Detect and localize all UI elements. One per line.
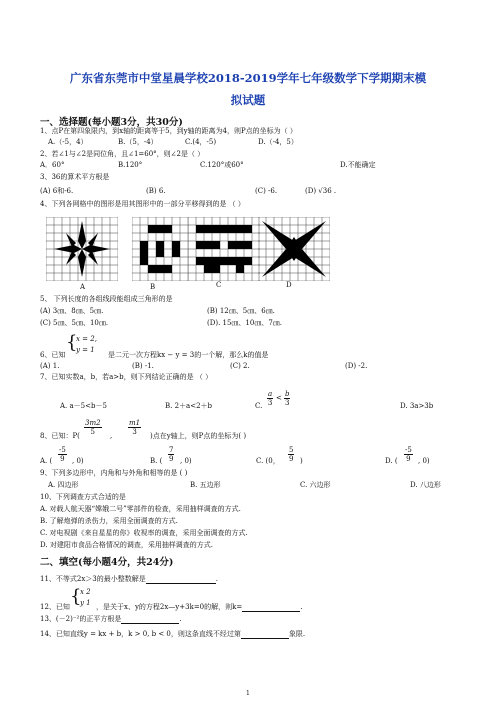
filled-cell: [228, 225, 236, 233]
q6-system-eq1: x = 2,: [76, 335, 97, 343]
q1-option-b: B.（5，-4）: [118, 138, 158, 146]
q2-option-d: D.不能确定: [340, 161, 376, 169]
q8-option-a-tail: , 0): [72, 457, 84, 465]
q8-option-a-frac: [58, 446, 67, 463]
filled-cell: [156, 249, 164, 257]
question-13: 13、(－2)⁻²的正平方根是 .: [40, 615, 182, 623]
filled-cell: [212, 241, 220, 249]
filled-cell: [156, 241, 164, 249]
q8-option-d: D. (: [385, 457, 398, 465]
q7-option-c: C.: [255, 402, 263, 410]
q6-system-brace: {: [66, 332, 78, 353]
q6-option-b: (B) -1.: [132, 362, 154, 370]
question-11-text: 11、不等式2x＞3的最小整数解是: [40, 575, 146, 583]
q8-option-b: B. (: [150, 457, 163, 465]
q6-system-eq2: y = 1: [76, 346, 95, 354]
filled-cell: [236, 257, 244, 265]
q8-frac-1-numerator: 3m2: [85, 419, 101, 427]
grid-figure-a: [46, 217, 118, 281]
filled-cell: [196, 257, 204, 265]
document-title-line2: 拟试题: [230, 93, 266, 107]
q8-frac-2: [128, 419, 141, 436]
question-4: 4、下列各网格中的图形是用其图形中的一部分平移得到的是 （ ）: [40, 200, 245, 208]
q10-option-a: A. 对载人航天器“嫦娥二号”零部件的检查，采用抽样调查的方式.: [40, 505, 241, 513]
shape-polygon: [66, 233, 76, 247]
q9-option-a: A. 四边形: [48, 481, 79, 489]
q8-c-num: 5: [289, 446, 294, 454]
section-heading-fill: 二、填空(每小题4分，共24分): [40, 557, 174, 568]
q7-frac-b-denominator: 3: [285, 399, 290, 407]
grid-label-c: C: [216, 281, 222, 289]
question-8-prefix: 8、已知：P(: [40, 432, 80, 440]
q8-option-d-tail: , 0): [418, 457, 430, 465]
filled-cell: [236, 241, 244, 249]
q6-option-d: (D) -2.: [345, 362, 368, 370]
q7-option-a: A. a－5<b－5: [60, 402, 107, 410]
q9-option-d: D. 八边形: [410, 481, 441, 489]
q10-option-b: B. 了解炮弹的杀伤力，采用全面调查的方式.: [40, 517, 178, 525]
question-1: 1、点P在第四象限内，到x轴的距离等于5，到y轴的距离为4，则P点的坐标为（ ）: [40, 127, 297, 135]
filled-cell: [196, 241, 204, 249]
q8-option-b-tail: , 0): [180, 457, 192, 465]
question-11: 11、不等式2x＞3的最小整数解是 .: [40, 575, 218, 583]
question-7: 7、已知实数a，b，若a>b，则下列结论正确的是 （ ）: [40, 373, 213, 381]
filled-cell: [164, 225, 172, 233]
q7-option-c-frac-b: [284, 390, 290, 407]
q10-option-c: C. 对电视剧《来自星星的你》收视率的调查，采用全面调查的方式.: [40, 529, 248, 537]
q6-option-a: (A) 1.: [40, 362, 60, 370]
q7-frac-a-denominator: 3: [267, 399, 273, 407]
filled-cell: [164, 265, 172, 273]
question-14: [40, 630, 305, 639]
filled-cell: [204, 241, 212, 249]
q8-frac-2-denominator: 3: [132, 428, 137, 436]
q7-option-d: D. 3a>3b: [400, 402, 434, 410]
question-13-text: 13、(－2)⁻²的正平方根是: [40, 615, 122, 623]
q8-option-d-frac: [404, 446, 413, 463]
q8-d-den: 9: [406, 455, 411, 463]
q8-b-num: 7: [169, 446, 174, 454]
question-14-text: 14、已知直线y = kx + b，k > 0, b < 0，则这条直线不经过第: [40, 630, 241, 638]
q8-c-den: 9: [289, 455, 294, 463]
q5-option-b: (B) 12㎝、5㎝、6㎝.: [207, 307, 275, 315]
filled-cell: [220, 257, 228, 265]
question-12-prefix: 12、已知: [40, 603, 70, 611]
q8-option-c-frac: [288, 446, 294, 463]
shape-polygon: [88, 233, 98, 247]
question-5: 5、 下列长度的各组线段能组成三角形的是: [40, 295, 173, 303]
q3-option-d: (D) √36 .: [305, 187, 337, 195]
grid-label-a: A: [80, 283, 86, 291]
grid-label-b: B: [150, 283, 156, 291]
q1-option-c: C.(4，-5): [185, 138, 217, 146]
filled-cell: [212, 257, 220, 265]
grid-label-d: D: [286, 281, 292, 289]
filled-cell: [228, 241, 236, 249]
question-2: 2、若∠1与∠2是同位角，且∠1=60°，则∠2是（ ）: [40, 150, 205, 158]
q8-d-num: -5: [405, 446, 412, 454]
q8-frac-1-denominator: 5: [90, 428, 95, 436]
q12-system-eq2: y 1: [80, 599, 91, 607]
section-heading-choice: 一、选择题(每小题3分，共30分): [40, 117, 183, 128]
q3-option-a: (A) 6和-6.: [40, 187, 74, 195]
q3-option-c: (C) -6.: [255, 187, 278, 195]
q8-b-den: 9: [169, 455, 174, 463]
q2-option-b: B.120°: [118, 161, 143, 169]
q3-option-b: (B) 6.: [146, 187, 166, 195]
question-9: 9、下列多边形中，内角和与外角和相等的是 ( ): [40, 469, 188, 477]
q8-option-c-tail: ): [300, 457, 303, 465]
question-12-text: ，是关于x、y的方程2x—y+3k=0的解，则k=: [96, 603, 243, 611]
q5-option-a: (A) 3㎝、8㎝、5㎝.: [40, 307, 104, 315]
filled-cell: [212, 225, 220, 233]
q8-a-num: -5: [59, 446, 66, 454]
shape-polygon: [66, 251, 76, 265]
q14-answer-blank[interactable]: [241, 630, 289, 639]
q8-frac-2-numerator: m1: [129, 419, 141, 427]
question-8-text: )点在y轴上，则P点的坐标为( ): [150, 432, 247, 440]
filled-cell: [244, 257, 252, 265]
filled-cell: [148, 225, 156, 233]
grid-figure-c: [188, 217, 260, 281]
filled-cell: [204, 265, 212, 273]
grid-figure-d: [258, 217, 330, 281]
filled-cell: [204, 225, 212, 233]
q1-option-a: A.（-5，4）: [48, 138, 88, 146]
filled-cell: [236, 225, 244, 233]
question-6-text: 是二元一次方程kx − y = 3的一个解，那么k的值是: [108, 351, 269, 359]
filled-cell: [140, 241, 148, 249]
q7-option-c-frac-a: [267, 390, 273, 407]
q5-option-d: (D). 15㎝、10㎝、7㎝.: [207, 319, 283, 327]
filled-cell: [140, 257, 148, 265]
q7-frac-a-numerator: a: [268, 390, 273, 398]
q7-frac-b-numerator: b: [285, 390, 290, 398]
q7-option-b: B. 2＋a<2＋b: [165, 402, 213, 410]
question-6-prefix: 6、已知: [40, 351, 66, 359]
q8-option-a: A. (: [40, 457, 53, 465]
q2-option-a: A．60°: [40, 161, 65, 169]
q5-option-c: (C) 5㎝、5㎝、10㎝.: [40, 319, 109, 327]
q2-option-c: C.120°或60°: [200, 161, 244, 169]
q8-frac-1: [84, 419, 102, 436]
q6-option-c: (C) 2.: [230, 362, 250, 370]
q13-answer-blank[interactable]: [121, 615, 179, 624]
filled-cell: [172, 249, 180, 257]
filled-cell: [156, 225, 164, 233]
q8-option-b-frac: [168, 446, 174, 463]
q1-option-d: D.（-4，5）: [258, 138, 298, 146]
question-3: 3、36的算术平方根是: [40, 173, 110, 181]
q8-comma: ,: [110, 432, 113, 440]
filled-cell: [140, 249, 148, 257]
q12-answer-blank[interactable]: [242, 603, 300, 612]
q7-less-than: <: [276, 394, 282, 402]
filled-cell: [236, 265, 244, 273]
document-title-line1: 广东省东莞市中堂星晨学校2018-2019学年七年级数学下学期期末模: [69, 71, 427, 85]
q9-option-b: B. 五边形: [190, 481, 221, 489]
q8-option-c: C. (0，: [256, 457, 280, 465]
filled-cell: [244, 225, 252, 233]
page-number: 1: [246, 690, 250, 697]
q8-a-den: 9: [60, 455, 65, 463]
question-10: 10、下列调查方式合适的是: [40, 493, 126, 501]
question-12: ，是关于x、y的方程2x—y+3k=0的解，则k= .: [96, 603, 303, 611]
filled-cell: [156, 265, 164, 273]
filled-cell: [204, 257, 212, 265]
shape-polygon: [88, 251, 98, 265]
q12-system-brace: {: [70, 586, 82, 607]
filled-cell: [228, 257, 236, 265]
q9-option-c: C. 六边形: [300, 481, 331, 489]
q11-answer-blank[interactable]: [146, 575, 216, 584]
q10-option-d: D. 对建阳市食品合格情况的调查，采用抽样调查的方式.: [40, 541, 214, 549]
filled-cell: [148, 265, 156, 273]
q12-system-eq1: x 2: [80, 588, 91, 596]
filled-cell: [220, 225, 228, 233]
filled-cell: [244, 241, 252, 249]
filled-cell: [212, 265, 220, 273]
filled-cell: [196, 225, 204, 233]
question-14-suffix: 象限.: [288, 630, 306, 638]
filled-cell: [172, 241, 180, 249]
